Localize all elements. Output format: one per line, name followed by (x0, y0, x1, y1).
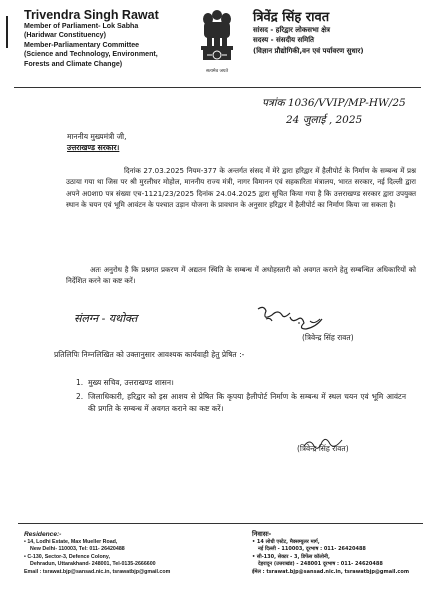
footer-divider (18, 523, 423, 524)
copy-item-number: 2. (76, 392, 84, 401)
residence-line-hindi: नई दिल्ली - 110003, दूरभाष : 011- 26420488 (258, 546, 366, 553)
residence-email: Email : tsrawat.bjp@sansad.nic.in, tsrawatbjp@gmail.com (24, 568, 171, 575)
header-right (253, 7, 433, 56)
header-left-line: (Haridwar Constituency) (24, 31, 106, 40)
header-left (24, 8, 209, 69)
header-right-line: सदस्य - संसदीय समिति (253, 36, 315, 45)
body-paragraph-1: दिनांक 27.03.2025 नियम-377 के अन्तर्गत संसद में मेरे द्वारा हरिद्वार में हैलीपोर्ट के निर्माण के सम्बन्ध में प्रश्न उठाया गया था जिस पर श्री मुरलीधर मोहोल, माननीय राज्य मंत्री, नागर विमानन एवं सहकारिता मंत्रालय, भारत सरकार, नई दिल्ली द्वारा अपने अ0शा0 पत्र संख्या एच-1121/23/2025 दिनांक 24.04.2025 द्वारा सूचित किया गया है कि उत्तराखण्ड सरकार द्वारा उपयुक्त स्थान के चयन एवं भूमि आवंटन के पश्चात उड़ान योजना के प्रावधान के अनुसार हरिद्वार में हैलीपोर्ट का निर्माण किया जा सकता है। (66, 166, 416, 209)
residence-email-hindi: ईमेल : tsrawat.bjp@sansad.nic.in, tsrawatbjp@gmail.com (252, 568, 410, 575)
residence-line-hindi: देहरादून (उत्तराखंड) - 248001 दूरभाष : 011- 24620488 (258, 561, 383, 568)
letter-date: 24 जुलाई , 2025 (286, 114, 363, 126)
residence-line: • C-130, Sector-3, Defence Colony, (24, 553, 110, 560)
enclosure-note: संलग्न - यथोक्त (74, 312, 138, 325)
copy-item-text: जिलाधिकारी, हरिद्वार को इस आशय से प्रेषित कि कृपया हैलीपोर्ट निर्माण के सम्बन्ध में स्थल चयन एवं भूमि आवंटन की प्रगति के सम्बन्ध में अवगत कराने का कष्ट करें। (88, 392, 406, 414)
residence-title: Residence:- (24, 531, 62, 538)
residence-line: • 14, Lodhi Estate, Max Mueller Road, (24, 539, 118, 545)
margin-bar (6, 16, 8, 48)
letter-reference-number: पत्रांक 1036/VVIP/MP-HW/25 (262, 97, 406, 109)
copy-to-intro: प्रतिलिपिः निम्नलिखित को उक्तानुसार आवश्यक कार्यवाही हेतु प्रेषित :- (54, 350, 245, 359)
national-emblem-icon (195, 8, 239, 72)
body-paragraph-2: अतः अनुरोध है कि प्रश्नगत प्रकरण में अद्यतन स्थिति के सम्बन्ध में अधोहस्तारी को अवगत कराने हेतु सम्बन्धित अधिकारियों को निर्देशित करने का कष्ट करें। (66, 265, 416, 286)
salutation-government: उत्तराखण्ड सरकार। (67, 143, 120, 152)
residence-line-hindi: • 14 लोधी एस्टेट, मैक्सम्युलर मार्ग, (252, 539, 320, 545)
header-left-line: Member of Parliament- Lok Sabha (24, 22, 139, 30)
residence-line: Dehradun, Uttarakhand- 248001, Tel-0135-2666600 (30, 561, 156, 568)
header-divider (14, 87, 421, 88)
handwritten-signature (252, 301, 336, 337)
residence-line-hindi: • सी-130, सेक्टर - 3, डिफेंस कॉलोनी, (252, 553, 330, 560)
header-right-line: सांसद - हरिद्वार लोकसभा क्षेत्र (253, 26, 331, 34)
residence-line: New Delhi- 110003, Tel: 011- 26420488 (30, 546, 125, 553)
mp-name-hindi: त्रिवेंद्र सिंह रावत (253, 10, 330, 25)
copy-item-number: 1. (76, 378, 84, 387)
salutation-addressee: माननीय मुख्यमंत्री जी, (67, 132, 127, 141)
residence-hindi (252, 530, 432, 576)
signatory-name: (त्रिवेन्द्र सिंह रावत) (302, 333, 354, 342)
header-left-line: Forests and Climate Change) (24, 59, 123, 68)
signatory-name-2: (त्रिवेन्द्र सिंह रावत) (297, 444, 349, 453)
header-right-line: (विज्ञान प्रौद्योगिकी,वन एवं पर्यावरण सुधार) (253, 46, 364, 55)
residence-title-hindi: निवासः- (252, 530, 272, 538)
header-left-line: Member-Parliamentary Committee (24, 40, 140, 49)
emblem-motto: सत्यमेव जयते (205, 69, 229, 74)
residence-english (24, 530, 209, 576)
header-left-line: (Science and Technology, Environment, (24, 50, 158, 59)
mp-name-english: Trivendra Singh Rawat (24, 8, 159, 22)
copy-item-text: मुख्य सचिव, उत्तराखण्ड शासन। (88, 378, 174, 387)
